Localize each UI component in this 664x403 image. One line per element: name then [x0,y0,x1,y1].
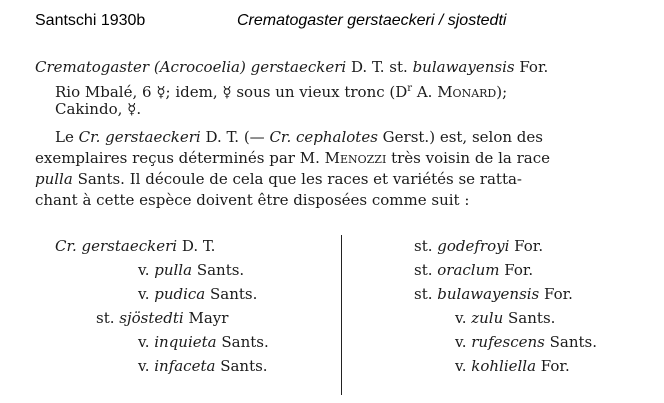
right-taxon: bulawayensis [437,285,540,303]
right-prefix: v. [455,357,472,375]
left-taxon: inquieta [154,333,217,351]
left-author: Mayr [183,309,229,327]
right-prefix: st. [414,261,438,279]
genus-name: Crematogaster [35,58,150,76]
left-taxon: pulla [154,261,193,279]
right-prefix: st. [414,237,438,255]
left-prefix: v. [138,261,155,279]
left-prefix: v. [138,333,155,351]
p2-l1-b: Cr. gerstaeckeri [78,128,201,146]
left-prefix: st. [96,309,120,327]
right-author: For. [509,237,544,255]
right-author: For. [539,285,573,303]
left-taxon: sjöstedti [119,309,184,327]
right-prefix: v. [455,333,472,351]
p1-l2-text: Rio Mbalé, 6 ☿; idem, ☿ sous un vieux tronc (D [55,83,408,101]
p2-l1-a: Le [55,128,79,146]
taxon-heading: Crematogaster gerstaeckeri / sjostedti [237,12,507,29]
right-list-item [414,261,533,280]
p2-line-4: chant à cette espèce doivent être disposées comme suit : [35,191,470,209]
right-author: For. [499,261,534,279]
p1-l1-end: For. [514,58,549,76]
citation-label: Santschi 1930b [35,12,146,29]
p2-l3-a: pulla [35,170,73,188]
p2-line-1 [55,128,543,147]
left-list-item [96,309,228,328]
p2-l2-b: très voisin de la race [386,149,550,167]
right-author: For. [536,357,570,375]
right-prefix: v. [455,309,472,327]
subspecies-name: bulawayensis [412,58,515,76]
right-list-item [455,309,555,328]
p2-line-2 [35,149,550,168]
p2-l2-a: exemplaires reçus déterminés par M. [35,149,325,167]
p1-l1-mid: D. T. st. [346,58,413,76]
right-taxon: oraclum [437,261,500,279]
p1-line-3: Cakindo, ☿. [55,100,142,118]
p1-line-1 [35,58,548,77]
left-list-item [138,357,268,376]
left-author: Sants. [215,357,268,375]
right-author: Sants. [503,309,556,327]
right-prefix: st. [414,285,438,303]
left-author: Sants. [205,285,258,303]
right-taxon: kohliella [471,357,537,375]
p2-l1-d: Cr. cephalotes [269,128,378,146]
right-taxon: zulu [471,309,504,327]
p1-l2-mid: A. [412,83,438,101]
p2-l1-c: D. T. (— [200,128,270,146]
left-author: Sants. [216,333,269,351]
right-author: Sants. [544,333,597,351]
right-taxon: rufescens [471,333,545,351]
left-list-item [138,261,244,280]
subgenus-name: (Acrocoelia) [153,58,246,76]
right-list-item [414,285,573,304]
p2-l3-b: Sants. Il découle de cela que les races et variétés se ratta- [72,170,522,188]
left-list-item [55,237,215,256]
collector-name: Monard [437,83,497,101]
left-taxon: pudica [154,285,206,303]
column-divider [341,235,342,395]
p2-l1-e: Gerst.) est, selon des [377,128,543,146]
p1-l2-sup: r [407,83,413,94]
right-list-item [414,237,543,256]
p2-line-3 [35,170,522,189]
p1-l2-end: ); [496,83,508,101]
species-name: gerstaeckeri [250,58,347,76]
right-list-item [455,357,570,376]
left-prefix: v. [138,285,155,303]
left-author: Sants. [192,261,245,279]
left-list-item [138,333,269,352]
right-list-item [455,333,597,352]
p1-line-2 [55,79,507,102]
left-list-item [138,285,257,304]
left-author: D. T. [177,237,216,255]
left-taxon: Cr. gerstaeckeri [55,237,178,255]
left-prefix: v. [138,357,155,375]
right-taxon: godefroyi [437,237,510,255]
determiner-name: Menozzi [324,149,387,167]
left-taxon: infaceta [154,357,216,375]
